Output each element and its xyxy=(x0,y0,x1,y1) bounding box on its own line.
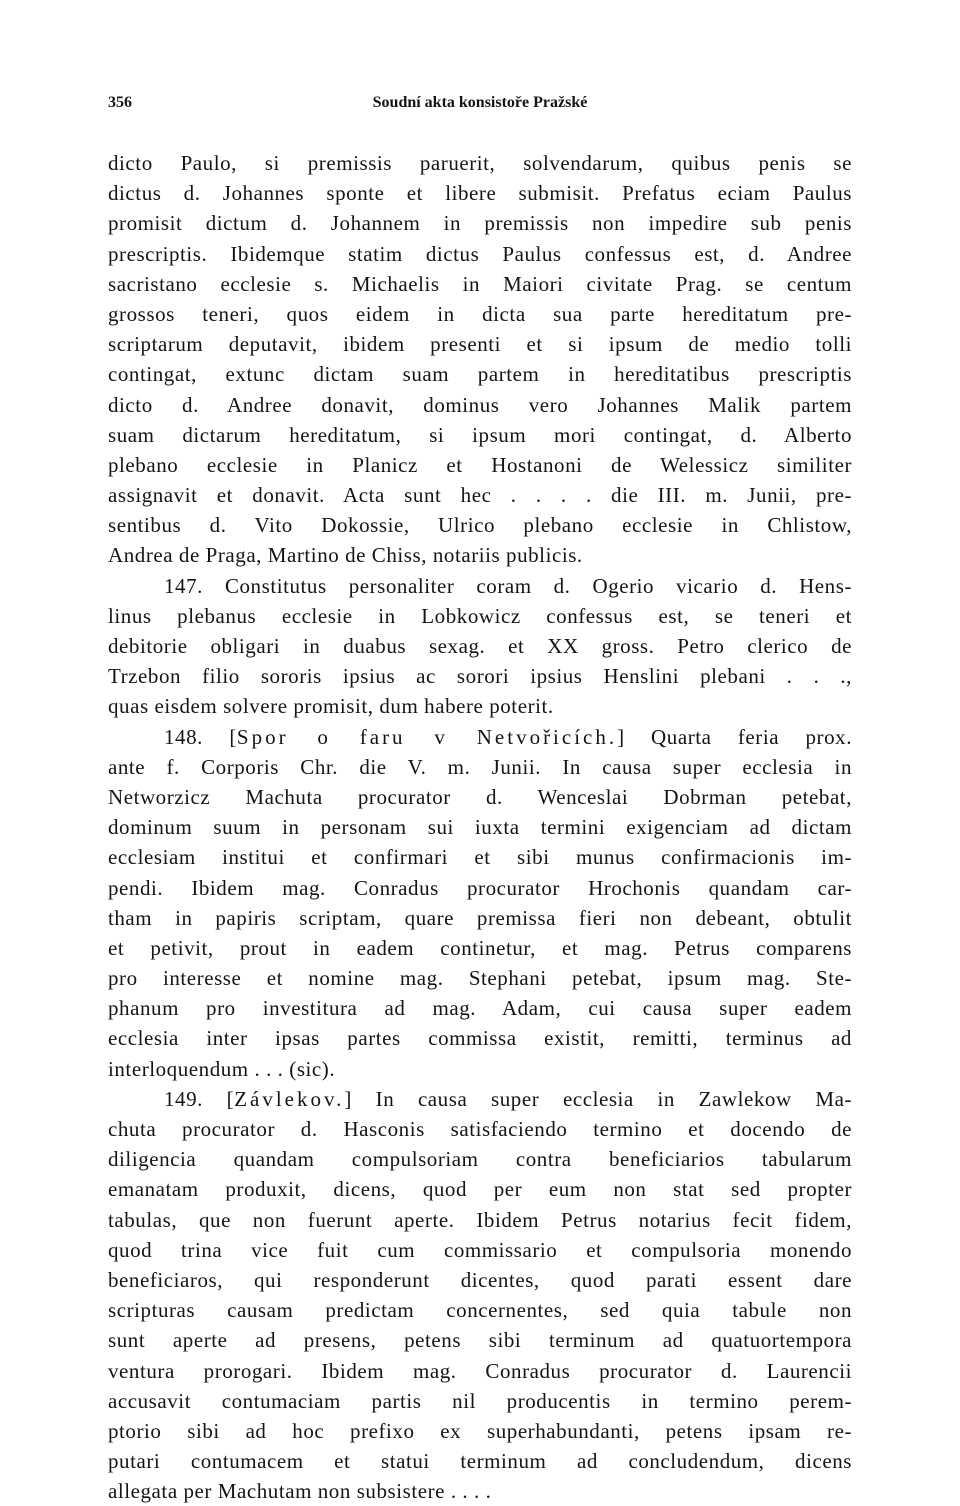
running-head xyxy=(108,94,852,116)
text-line: putari contumacem et statui terminum ad concludendum, dicens xyxy=(108,1449,852,1474)
text-line: plebano ecclesie in Planicz et Hostanoni de Welessicz similiter xyxy=(108,452,852,477)
spaced-heading: Spor o faru v Netvořicích. xyxy=(236,724,618,749)
text-line: prescriptis. Ibidemque statim dictus Paulus confessus est, d. Andree xyxy=(108,241,852,266)
text-line xyxy=(108,722,852,752)
text-line: et petivit, prout in eadem continetur, et mag. Petrus comparens xyxy=(108,935,852,960)
text-line: sentibus d. Vito Dokossie, Ulrico plebano ecclesie in Chlistow, xyxy=(108,513,852,538)
text-line: allegata per Machutam non subsistere . . . . xyxy=(108,1479,492,1504)
running-title: Soudní akta konsistoře Pražské xyxy=(372,94,588,111)
line-rest: ] Quarta feria prox. xyxy=(617,724,852,749)
text-line: suam dictarum hereditatum, si ipsum mori contingat, d. Alberto xyxy=(108,422,852,447)
text-line: tabulas, que non fuerunt aperte. Ibidem Petrus notarius fecit fidem, xyxy=(108,1207,852,1232)
text-line: quas eisdem solvere promisit, dum habere poterit. xyxy=(108,694,554,719)
text-line: dicto d. Andree donavit, dominus vero Johannes Malik partem xyxy=(108,392,852,417)
text-line: 147. Constitutus personaliter coram d. Ogerio vicario d. Hens- xyxy=(164,573,852,598)
text-line: chuta procurator d. Hasconis satisfaciendo termino et docendo de xyxy=(108,1117,852,1141)
text-line: sacristano ecclesie s. Michaelis in Maiori civitate Prag. se centum xyxy=(108,271,852,296)
text-line: ventura prorogari. Ibidem mag. Conradus procurator d. Laurencii xyxy=(108,1358,852,1383)
text-line: pendi. Ibidem mag. Conradus procurator Hrochonis quandam car- xyxy=(108,875,852,900)
text-line: pro interesse et nomine mag. Stephani petebat, ipsum mag. Ste- xyxy=(108,966,852,991)
text-line: dicto Paulo, si premissis paruerit, solvendarum, quibus penis se xyxy=(108,151,852,175)
body-text xyxy=(108,148,852,1506)
text-line: ecclesia inter ipsas partes commissa existit, remitti, terminus ad xyxy=(108,1026,852,1051)
text-line xyxy=(108,1084,852,1114)
text-line: Andrea de Praga, Martino de Chiss, notariis publicis. xyxy=(108,543,583,568)
text-line: beneficiaros, qui responderunt dicentes, quod parati essent dare xyxy=(108,1267,852,1292)
page-number: 356 xyxy=(108,94,132,111)
text-line: diligencia quandam compulsoriam contra beneficiarios tabularum xyxy=(108,1147,852,1172)
line-prefix: 149. [ xyxy=(164,1086,235,1111)
text-line: phanum pro investitura ad mag. Adam, cui causa super eadem xyxy=(108,996,852,1021)
text-line: contingat, extunc dictam suam partem in hereditatibus prescriptis xyxy=(108,362,852,387)
text-line: ante f. Corporis Chr. die V. m. Junii. In causa super ecclesia in xyxy=(108,754,852,779)
spaced-heading: Závlekov. xyxy=(234,1086,345,1111)
text-line: scriptarum deputavit, ibidem presenti et si ipsum de medio tolli xyxy=(108,332,852,357)
line-rest: ] In causa super ecclesia in Zawlekow Ma- xyxy=(344,1086,853,1111)
text-line: quod trina vice fuit cum commissario et compulsoria monendo xyxy=(108,1237,852,1262)
text-line: dictus d. Johannes sponte et libere submisit. Prefatus eciam Paulus xyxy=(108,181,852,206)
text-line: sunt aperte ad presens, petens sibi terminum ad quatuortempora xyxy=(108,1328,852,1353)
text-line: dominum suum in personam sui iuxta termini exigenciam ad dictam xyxy=(108,815,852,840)
text-line: ptorio sibi ad hoc prefixo ex superhabundanti, petens ipsam re- xyxy=(108,1418,852,1443)
text-line: emanatam produxit, dicens, quod per eum non stat sed propter xyxy=(108,1177,852,1202)
text-line: accusavit contumaciam partis nil producentis in termino perem- xyxy=(108,1388,852,1413)
text-line: debitorie obligari in duabus sexag. et XX gross. Petro clerico de xyxy=(108,634,852,658)
text-line: assignavit et donavit. Acta sunt hec . . . . die III. m. Junii, pre- xyxy=(108,483,852,508)
text-line: interloquendum . . . (sic). xyxy=(108,1056,336,1081)
text-line: Trzebon filio sororis ipsius ac sorori ipsius Henslini plebani . . ., xyxy=(108,664,852,689)
text-line: ecclesiam institui et confirmari et sibi munus confirmacionis im- xyxy=(108,845,852,870)
text-line: scripturas causam predictam concernentes, sed quia tabule non xyxy=(108,1298,852,1323)
text-line: Networzicz Machuta procurator d. Wenceslai Dobrman petebat, xyxy=(108,784,852,809)
line-prefix: 148. [ xyxy=(164,724,237,749)
text-line: promisit dictum d. Johannem in premissis non impedire sub penis xyxy=(108,211,852,236)
text-line: tham in papiris scriptam, quare premissa fieri non debeant, obtulit xyxy=(108,905,852,930)
text-line: grossos teneri, quos eidem in dicta sua parte hereditatum pre- xyxy=(108,301,852,326)
text-line: linus plebanus ecclesie in Lobkowicz confessus est, se teneri et xyxy=(108,603,852,628)
